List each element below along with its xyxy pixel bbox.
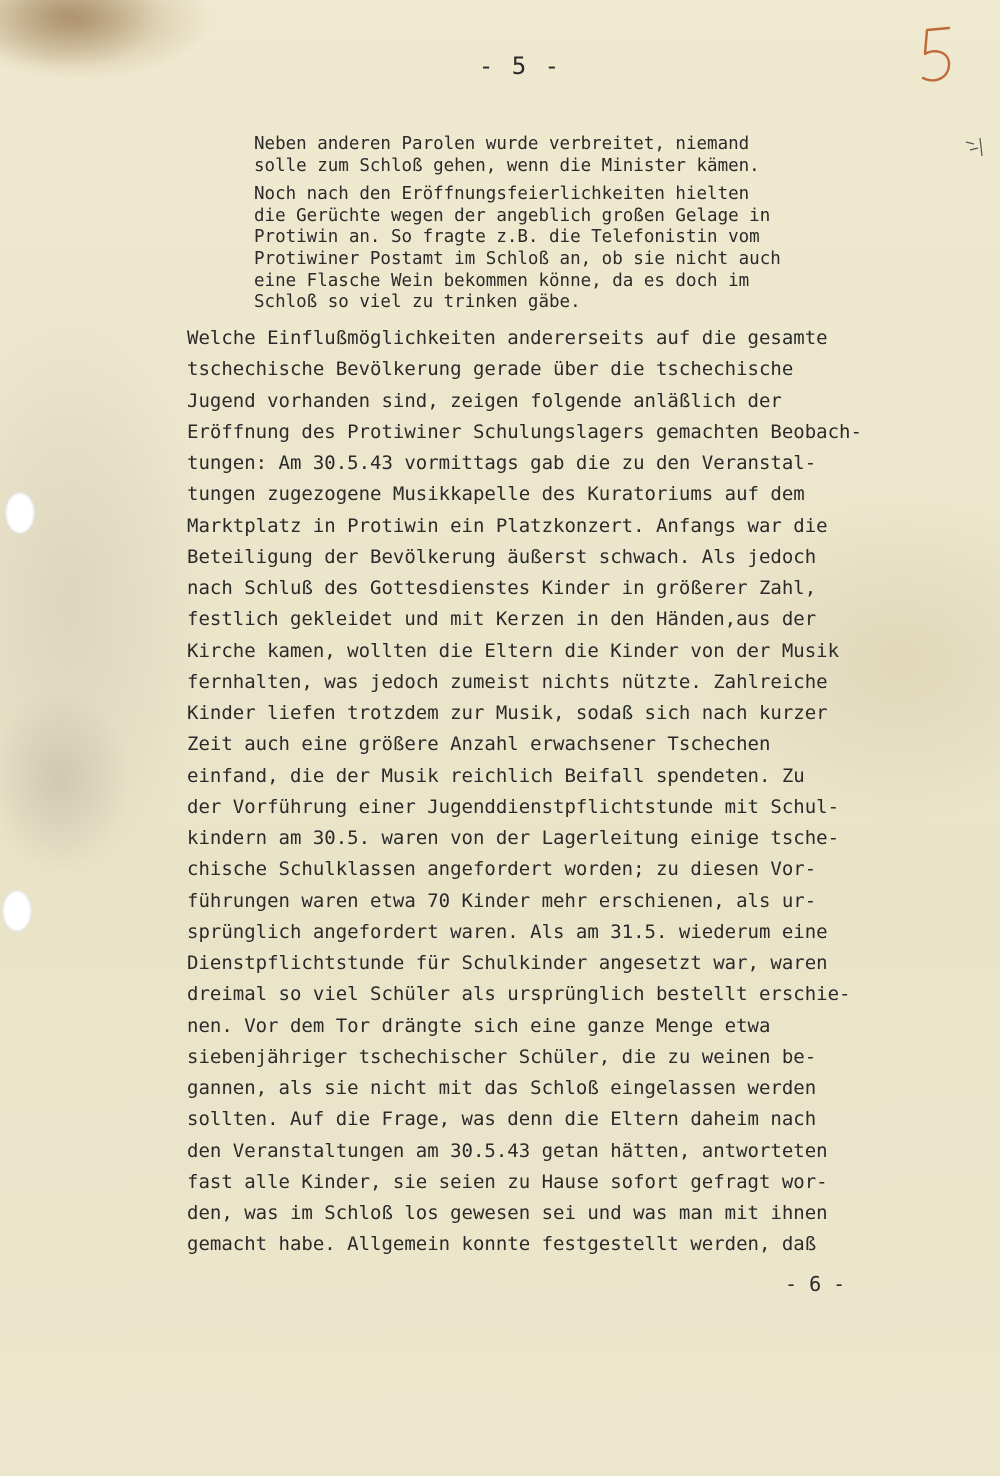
punch-hole-bottom bbox=[2, 890, 32, 932]
body-line: Kirche kamen, wollten die Eltern die Kinder von der Musik bbox=[187, 639, 840, 662]
body-line: Jugend vorhanden sind, zeigen folgende anläßlich der bbox=[187, 389, 782, 412]
body-line: sollten. Auf die Frage, was denn die Eltern daheim nach bbox=[187, 1108, 817, 1131]
body-line: fast alle Kinder, sie seien zu Hause sofort gefragt wor- bbox=[187, 1170, 828, 1193]
quote-line: Schloß so viel zu trinken gäbe. bbox=[254, 292, 581, 313]
body-line: Marktplatz in Protiwin ein Platzkonzert. Anfangs war die bbox=[187, 514, 828, 537]
stain bbox=[0, 0, 160, 70]
body-line: kindern am 30.5. waren von der Lagerleitung einige tsche- bbox=[187, 827, 840, 849]
body-line: gannen, als sie nicht mit das Schloß eingelassen werden bbox=[187, 1077, 817, 1099]
body-line: siebenjähriger tschechischer Schüler, die zu weinen be- bbox=[187, 1045, 817, 1068]
body-line: tschechische Bevölkerung gerade über die tschechische bbox=[187, 358, 794, 381]
quote-paragraph bbox=[254, 134, 894, 177]
stray-pencil-mark bbox=[960, 132, 990, 162]
body-line: dreimal so viel Schüler als ursprünglich bestellt erschie- bbox=[187, 983, 851, 1006]
body-line: führungen waren etwa 70 Kinder mehr erschienen, als ur- bbox=[187, 889, 817, 912]
body-line: den Veranstaltungen am 30.5.43 getan hätten, antworteten bbox=[187, 1139, 828, 1162]
body-line: tungen zugezogene Musikkapelle des Kuratoriums auf dem bbox=[187, 483, 805, 506]
quote-line: die Gerüchte wegen der angeblich großen Gelage in bbox=[254, 205, 771, 226]
quote-line: solle zum Schloß gehen, wenn die Minister kämen. bbox=[254, 155, 760, 176]
body-line: festlich gekleidet und mit Kerzen in den Händen,aus der bbox=[187, 608, 817, 631]
body-line: Kinder liefen trotzdem zur Musik, sodaß sich nach kurzer bbox=[187, 702, 828, 724]
body-line: nen. Vor dem Tor drängte sich eine ganze Menge etwa bbox=[187, 1014, 771, 1037]
next-page-catchword: - 6 - bbox=[785, 1272, 846, 1296]
page-number: - 5 - bbox=[478, 52, 562, 80]
body-line: sprünglich angefordert waren. Als am 31.5. wiederum eine bbox=[187, 920, 828, 943]
body-line: nach Schluß des Gottesdienstes Kinder in größerer Zahl, bbox=[187, 577, 817, 599]
body-line: einfand, die der Musik reichlich Beifall spendeten. Zu bbox=[187, 764, 805, 787]
body-line: der Vorführung einer Jugenddienstpflichtstunde mit Schul- bbox=[187, 795, 840, 818]
body-paragraph bbox=[187, 323, 977, 1261]
quote-line: eine Flasche Wein bekommen könne, da es doch im bbox=[254, 270, 750, 291]
punch-hole-top bbox=[5, 492, 35, 534]
quote-line: Neben anderen Parolen wurde verbreitet, niemand bbox=[254, 134, 750, 154]
body-line: tungen: Am 30.5.43 vormittags gab die zu den Veranstal- bbox=[187, 452, 817, 474]
body-line: Welche Einflußmöglichkeiten andererseits auf die gesamte bbox=[187, 327, 828, 349]
body-line: gemacht habe. Allgemein konnte festgestellt werden, daß bbox=[187, 1233, 817, 1256]
quote-paragraph bbox=[254, 184, 894, 314]
body-line: Dienstpflichtstunde für Schulkinder angesetzt war, waren bbox=[187, 952, 828, 974]
body-line: Eröffnung des Protiwiner Schulungslagers gemachten Beobach- bbox=[187, 420, 862, 443]
quote-line: Protiwin an. So fragte z.B. die Telefonistin vom bbox=[254, 227, 760, 248]
body-line: den, was im Schloß los gewesen sei und was man mit ihnen bbox=[187, 1202, 828, 1224]
indented-quote bbox=[254, 134, 894, 321]
quote-line: Protiwiner Postamt im Schloß an, ob sie nicht auch bbox=[254, 248, 781, 269]
body-line: Beteiligung der Bevölkerung äußerst schwach. Als jedoch bbox=[187, 545, 817, 568]
quote-line: Noch nach den Eröffnungsfeierlichkeiten hielten bbox=[254, 184, 750, 205]
body-line: Zeit auch eine größere Anzahl erwachsener Tschechen bbox=[187, 733, 771, 756]
body-line: fernhalten, was jedoch zumeist nichts nützte. Zahlreiche bbox=[187, 670, 828, 693]
handwritten-page-number bbox=[905, 20, 965, 90]
body-line: chische Schulklassen angefordert worden; zu diesen Vor- bbox=[187, 858, 817, 881]
